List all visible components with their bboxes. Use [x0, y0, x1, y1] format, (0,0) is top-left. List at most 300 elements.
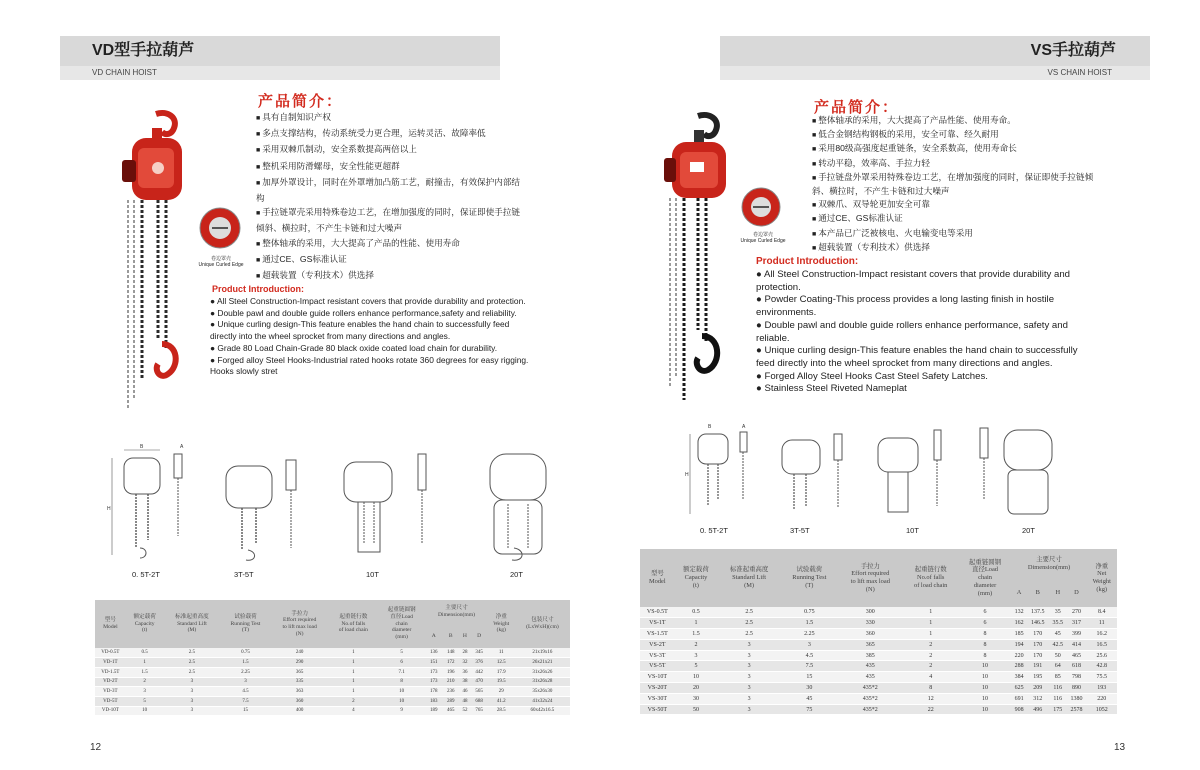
table-cell: 2.25 [220, 667, 270, 677]
table-cell: 470 [471, 677, 488, 687]
dim-h-label: H [685, 472, 689, 478]
table-cell: 10 [378, 687, 425, 697]
table-cell: 30 [675, 693, 718, 704]
header-line: (T) [805, 581, 814, 589]
table-cell: 3 [717, 672, 781, 683]
table-cell: 2.25 [781, 629, 838, 640]
table-cell: 3 [717, 704, 781, 715]
vd-dimension-diagrams [100, 440, 560, 580]
table-cell: 28.5 [488, 706, 515, 716]
table-cell: VS-1T [640, 618, 675, 629]
header-line: Model [648, 578, 666, 585]
table-cell: 11 [488, 648, 515, 658]
table-cell: 6 [378, 658, 425, 668]
header-line: 试验载荷 [234, 613, 257, 620]
table-row [640, 639, 1117, 650]
table-cell: 175 [1049, 704, 1066, 715]
cn-feature-item: ■ 转动平稳，效率高、手拉力轻 [812, 157, 1100, 171]
header-line: (N) [865, 585, 875, 593]
table-cell: 290 [271, 658, 329, 668]
table-cell: 360 [271, 696, 329, 706]
header-line: (kg) [496, 627, 506, 634]
table-cell: VD-1.5T [95, 667, 126, 677]
en-feature-item: ● Unique curling design-This feature enables the hand chain to successfully feed directly into the wheel sprocket from many directions and angles. [756, 345, 1088, 370]
cn-feature-item: ■ 加厚外罩设计，同时在外罩增加凸筋工艺，耐撞击，有效保护内部结构 [256, 175, 528, 205]
table-cell: VS-10T [640, 672, 675, 683]
table-cell: 399 [1067, 629, 1087, 640]
table-cell: 0.75 [220, 648, 270, 658]
table-cell: 5 [126, 696, 164, 706]
table-cell: 36 [459, 667, 470, 677]
table-cell: 400 [271, 706, 329, 716]
table-cell: 50 [1049, 650, 1066, 661]
table-cell: 414 [1067, 639, 1087, 650]
table-row [640, 683, 1117, 694]
header-line: to lift max load [282, 624, 317, 630]
header-line: 净重 [1095, 562, 1109, 570]
table-cell: VD-1T [95, 658, 126, 668]
table-cell: 565 [471, 687, 488, 697]
table-cell: 178 [425, 687, 442, 697]
table-cell: 10 [958, 672, 1011, 683]
vs-diagram-label-1: 0. 5T-2T [700, 526, 728, 535]
table-cell: 300 [838, 607, 903, 618]
vd-diagram-10t [336, 440, 436, 565]
table-cell: 2.5 [717, 607, 781, 618]
header-line: 起重链行数 [339, 613, 368, 620]
en-feature-item: ● Forged Alloy Steel Hooks Cast Steel Safety Latches. [756, 371, 1088, 384]
header-line: (M) [744, 581, 755, 589]
vd-hoist-image [118, 108, 190, 410]
table-cell: 10 [958, 661, 1011, 672]
col-packing [515, 600, 570, 648]
table-cell: 7.5 [220, 696, 270, 706]
table-cell: 1 [329, 648, 378, 658]
table-cell: VS-50T [640, 704, 675, 715]
table-row [640, 618, 1117, 629]
header-line: 试验载荷 [796, 566, 823, 574]
table-cell: 625 [1012, 683, 1027, 694]
table-cell: 136 [425, 648, 442, 658]
en-feature-item: ● All Steel Construction-Impact resistant covers that provide durability and protection. [210, 296, 532, 308]
table-cell: 1052 [1086, 704, 1117, 715]
cn-feature-item: ■ 超载装置（专利技术）供选择 [812, 241, 1100, 255]
vs-hoist-image [662, 110, 734, 410]
col-lift [164, 600, 221, 648]
col-dimension [1012, 549, 1087, 578]
col-diameter [958, 549, 1011, 607]
table-row [95, 648, 570, 658]
vs-diagram-05-2t [684, 420, 756, 520]
table-cell: 7.5 [781, 661, 838, 672]
vd-diagram-05-2t [100, 440, 190, 565]
table-cell: VD-5T [95, 696, 126, 706]
table-cell: 191 [1027, 661, 1049, 672]
vs-edge-caption-en: Unique Curled Edge [740, 238, 786, 244]
header-line: Running Test [230, 620, 261, 627]
table-cell: 5 [378, 648, 425, 658]
table-cell: 2578 [1067, 704, 1087, 715]
header-line: 直径Load [390, 613, 413, 620]
table-cell: 1.5 [675, 629, 718, 640]
table-cell: 29 [488, 687, 515, 697]
table-row [95, 667, 570, 677]
table-cell: 209 [1027, 683, 1049, 694]
table-cell: 3 [717, 693, 781, 704]
header-line: 型号 [650, 570, 664, 578]
table-row [95, 696, 570, 706]
table-cell: 21x19x16 [515, 648, 570, 658]
cn-feature-item: ■ 双棘爪、双导轮更加安全可靠 [812, 198, 1100, 212]
vd-diagram-3-5t [212, 440, 312, 565]
table-cell: 170 [1027, 639, 1049, 650]
vs-en-intro-title: Product Introduction: [756, 256, 859, 267]
table-cell: 798 [1067, 672, 1087, 683]
cn-feature-item: ■ 本产品已广泛被核电、火电输变电等采用 [812, 227, 1100, 241]
col-weight [1086, 549, 1117, 607]
table-cell: 52 [459, 706, 470, 716]
table-row [95, 706, 570, 716]
en-feature-item: ● Unique curling design-This feature enables the hand chain to successfully feed directly into the wheel sprocket from many directions and angles. [210, 319, 532, 342]
table-cell: 9 [378, 706, 425, 716]
table-cell: 435 [838, 661, 903, 672]
col-effort [271, 600, 329, 648]
vd-spec-table [95, 600, 570, 716]
header-line: (M) [187, 627, 197, 634]
vd-cn-feature-list [256, 110, 528, 284]
table-cell: 15 [781, 672, 838, 683]
table-cell: 435*2 [838, 704, 903, 715]
table-cell: 289 [442, 696, 459, 706]
header-line: (T) [241, 627, 250, 634]
table-cell: 1 [126, 658, 164, 668]
vs-title: VS手拉葫芦 [720, 36, 1150, 66]
table-cell: 220 [1012, 650, 1027, 661]
header-line: Dimension(mm) [1027, 563, 1071, 571]
table-cell: 38 [459, 677, 470, 687]
table-cell: 1 [329, 687, 378, 697]
table-cell: 1 [329, 677, 378, 687]
table-cell: 365 [838, 639, 903, 650]
table-cell: 4 [329, 706, 378, 716]
table-cell: VD-2T [95, 677, 126, 687]
vs-subtitle: VS CHAIN HOIST [720, 66, 1150, 80]
table-cell: 116 [1049, 693, 1066, 704]
table-cell: 1380 [1067, 693, 1087, 704]
table-cell: 345 [471, 648, 488, 658]
table-cell: 496 [1027, 704, 1049, 715]
table-cell: 4 [903, 672, 959, 683]
table-cell: 193 [1086, 683, 1117, 694]
vs-diagram-10t [870, 420, 950, 520]
cn-feature-item: ■ 手拉链盘外罩采用特殊卷边工艺，在增加强度的同时，保证即使手拉链倾斜、横拉时，不产生卡链和过大噪声 [812, 171, 1100, 198]
table-cell: 85 [1049, 672, 1066, 683]
header-line: (t) [692, 581, 699, 589]
vs-diagram-20t [978, 420, 1068, 520]
table-cell: 31x26x26 [515, 667, 570, 677]
table-cell: 3 [164, 687, 221, 697]
en-feature-item: ● Forged alloy Steel Hooks-Industrial rated hooks rotate 360 degrees for easy rigging. Hooks slowly stret [210, 355, 532, 378]
header-line: (mm) [395, 634, 408, 641]
table-cell: 0.75 [781, 607, 838, 618]
table-row [640, 704, 1117, 715]
vd-diagram-label-2: 3T-5T [234, 570, 254, 579]
header-line: No.of falls [341, 620, 366, 627]
header-line: 额定载荷 [133, 613, 156, 620]
vs-spec-table [640, 549, 1117, 715]
table-cell: 116 [1049, 683, 1066, 694]
table-cell: 335 [271, 677, 329, 687]
cn-feature-item: ■ 整体轴承的采用，大大提高了产品的性能、使用寿命 [256, 236, 528, 252]
header-line: No.of falls [917, 574, 945, 582]
header-line: 标准起重高度 [729, 566, 769, 574]
table-cell: 26x21x21 [515, 658, 570, 668]
table-cell: 385 [838, 650, 903, 661]
vd-en-intro-title: Product Introduction: [212, 284, 304, 294]
table-cell: 3 [781, 639, 838, 650]
header-line: diameter [973, 581, 997, 589]
table-cell: 2 [903, 661, 959, 672]
table-cell: 195 [1027, 672, 1049, 683]
vd-title: VD型手拉葫芦 [60, 36, 500, 66]
table-cell: 19.5 [488, 677, 515, 687]
table-cell: 435*2 [838, 683, 903, 694]
en-feature-item: ● All Steel Construction-Impact resistant covers that provide durability and protection. [756, 269, 1088, 294]
vd-diagram-label-1: 0. 5T-2T [132, 570, 160, 579]
col-dim-h: H [459, 624, 470, 648]
table-cell: 1 [675, 618, 718, 629]
table-row [640, 607, 1117, 618]
col-weight [488, 600, 515, 648]
table-cell: 75 [781, 704, 838, 715]
vs-cn-feature-list [812, 114, 1100, 255]
vs-cn-intro-title: 产品简介： [814, 99, 900, 116]
table-row [95, 658, 570, 668]
header-line: Effort required [851, 570, 890, 578]
table-cell: 3 [675, 650, 718, 661]
table-cell: 2.5 [717, 629, 781, 640]
table-cell: 45 [781, 693, 838, 704]
table-cell: 2.5 [164, 658, 221, 668]
col-dim-d: D [471, 624, 488, 648]
header-line: 包装尺寸 [531, 617, 554, 624]
table-cell: 908 [1012, 704, 1027, 715]
table-cell: 240 [271, 648, 329, 658]
header-line: 额定载荷 [683, 566, 709, 574]
table-cell: 10 [378, 696, 425, 706]
table-cell: 185 [1012, 629, 1027, 640]
table-cell: 1.5 [220, 658, 270, 668]
table-cell: 11 [1086, 618, 1117, 629]
header-line: 型号 [104, 617, 116, 624]
col-dim-b: B [1027, 578, 1049, 607]
table-cell: 288 [1012, 661, 1027, 672]
dim-a-label: A [180, 444, 184, 450]
table-cell: 35.5 [1049, 618, 1066, 629]
header-line: chain [978, 574, 992, 582]
vs-en-feature-list [756, 269, 1088, 396]
table-cell: 435 [838, 672, 903, 683]
table-cell: 20 [675, 683, 718, 694]
header-line: 起重链圆钢 [969, 558, 1001, 566]
table-cell: 465 [1067, 650, 1087, 661]
vd-cn-intro-title: 产品简介： [258, 93, 344, 110]
vs-table-header-row [640, 549, 1117, 578]
vd-edge-caption-cn: 卷边罩壳 [210, 256, 231, 262]
header-line: Capacity [134, 620, 155, 627]
vd-subtitle: VD CHAIN HOIST [60, 66, 500, 80]
vd-edge-caption-en: Unique Curled Edge [198, 262, 244, 268]
en-feature-item: ● Double pawl and double guide rollers enhance performance,safety and reliability. [210, 308, 532, 320]
header-line: diameter [391, 627, 412, 634]
header-line: 起重链行数 [914, 566, 947, 574]
table-cell: 3 [717, 639, 781, 650]
header-line: 主要尺寸 [445, 605, 468, 612]
table-cell: 16.5 [1086, 639, 1117, 650]
table-cell: 3 [164, 706, 221, 716]
table-cell: 60x42x16.5 [515, 706, 570, 716]
dim-h-label: H [107, 506, 111, 512]
table-cell: 32 [459, 658, 470, 668]
vs-edge-caption-cn: 卷边罩壳 [752, 232, 773, 238]
cn-feature-item: ■ 采用80级高强度起重链条，安全系数高，使用寿命长 [812, 142, 1100, 156]
table-cell: 618 [1067, 661, 1087, 672]
header-line: Model [103, 624, 118, 630]
col-dimension [425, 600, 487, 624]
vd-diagram-label-4: 20T [510, 570, 523, 579]
header-line: 直径Load [972, 566, 998, 574]
header-line: 起重链圆钢 [387, 607, 416, 614]
header-line: of load chain [914, 581, 948, 589]
header-line: 手拉力 [860, 562, 880, 570]
header-line: 净重 [495, 613, 507, 620]
header-line: of load chain [338, 627, 368, 634]
table-cell: 6 [958, 607, 1011, 618]
en-feature-item: ● Double pawl and double guide rollers enhance performance, safety and reliable. [756, 320, 1088, 345]
table-cell: 890 [1067, 683, 1087, 694]
col-capacity [126, 600, 164, 648]
table-cell: 5 [675, 661, 718, 672]
table-cell: 162 [1012, 618, 1027, 629]
header-line: 标准起重高度 [175, 613, 209, 620]
table-cell: 3 [717, 683, 781, 694]
header-line: (kg) [1096, 585, 1108, 593]
table-cell: 1 [329, 667, 378, 677]
header-line: Dimension(mm) [437, 612, 475, 618]
table-cell: 3 [164, 677, 221, 687]
table-cell: 25.6 [1086, 650, 1117, 661]
vs-table-body [640, 607, 1117, 715]
table-cell: VD-10T [95, 706, 126, 716]
table-cell: 48 [459, 696, 470, 706]
table-cell: 384 [1012, 672, 1027, 683]
table-cell: 465 [442, 706, 459, 716]
cn-feature-item: ■ 整体轴承的采用，大大提高了产品性能、使用寿命。 [812, 114, 1100, 128]
col-capacity [675, 549, 718, 607]
table-cell: 35 [1049, 607, 1066, 618]
table-cell: 137.5 [1027, 607, 1049, 618]
cn-feature-item: ■ 超载装置（专利技术）供选择 [256, 268, 528, 284]
vs-curled-edge-inset [740, 186, 782, 228]
table-cell: 365 [271, 667, 329, 677]
table-cell: 170 [1027, 629, 1049, 640]
table-cell: 173 [425, 677, 442, 687]
table-cell: 170 [1027, 650, 1049, 661]
table-cell: 64 [1049, 661, 1066, 672]
table-cell: 22 [903, 704, 959, 715]
table-cell: 17.9 [488, 667, 515, 677]
vd-edge-caption [196, 256, 246, 268]
header-line: Standard Lift [732, 574, 767, 582]
header-line: Weight [1092, 578, 1111, 585]
table-cell: 8 [958, 629, 1011, 640]
table-cell: 12.5 [488, 658, 515, 668]
table-row [640, 629, 1117, 640]
table-cell: 75.5 [1086, 672, 1117, 683]
table-cell: 42.8 [1086, 661, 1117, 672]
table-cell: 1 [329, 658, 378, 668]
col-model [640, 549, 675, 607]
table-cell: 0.5 [675, 607, 718, 618]
table-cell: 3 [126, 687, 164, 697]
table-cell: 4.5 [781, 650, 838, 661]
vs-diagram-label-4: 20T [1022, 526, 1035, 535]
cn-feature-item: ■ 低合金钢结构钢板的采用，安全可靠、经久耐用 [812, 128, 1100, 142]
header-line: Weight [493, 620, 510, 627]
table-cell: 330 [838, 618, 903, 629]
table-cell: 2 [903, 650, 959, 661]
table-cell: VS-0.5T [640, 607, 675, 618]
col-test [220, 600, 270, 648]
header-line: (N) [295, 630, 304, 637]
table-cell: 172 [442, 658, 459, 668]
table-row [640, 693, 1117, 704]
table-cell: 1 [903, 618, 959, 629]
table-cell: 8 [958, 639, 1011, 650]
table-cell: 220 [1086, 693, 1117, 704]
header-line: Net [1097, 570, 1107, 578]
table-cell: 6 [958, 618, 1011, 629]
header-line: (mm) [977, 589, 993, 597]
table-cell: VS-20T [640, 683, 675, 694]
table-cell: 8 [378, 677, 425, 687]
table-cell: VS-5T [640, 661, 675, 672]
table-cell: 189 [425, 706, 442, 716]
table-cell: 50 [675, 704, 718, 715]
table-cell: 31x26x28 [515, 677, 570, 687]
col-falls [903, 549, 959, 607]
table-cell: 146.5 [1027, 618, 1049, 629]
table-cell: 3 [717, 661, 781, 672]
dim-b-label: B [708, 424, 712, 430]
en-feature-item: ● Grade 80 Load Chain-Grade 80 black oxide coated load chain for durability. [210, 343, 532, 355]
header-line: Capacity [684, 574, 708, 582]
en-feature-item: ● Powder Coating-This process provides a long lasting finish in hostile environments. [756, 294, 1088, 319]
col-dim-a: A [1012, 578, 1027, 607]
col-falls [329, 600, 378, 648]
vd-diagram-20t [480, 440, 560, 565]
col-test [781, 549, 838, 607]
header-line: Running Test [792, 574, 827, 582]
vs-diagram-label-2: 3T-5T [790, 526, 810, 535]
table-cell: 3 [164, 696, 221, 706]
table-cell: 28 [459, 648, 470, 658]
table-cell: 4.5 [220, 687, 270, 697]
table-cell: 435*2 [838, 693, 903, 704]
cn-feature-item: ■ 整机采用防滑螺母，安全性能更超群 [256, 159, 528, 175]
table-cell: 8 [903, 683, 959, 694]
table-cell: 210 [442, 677, 459, 687]
